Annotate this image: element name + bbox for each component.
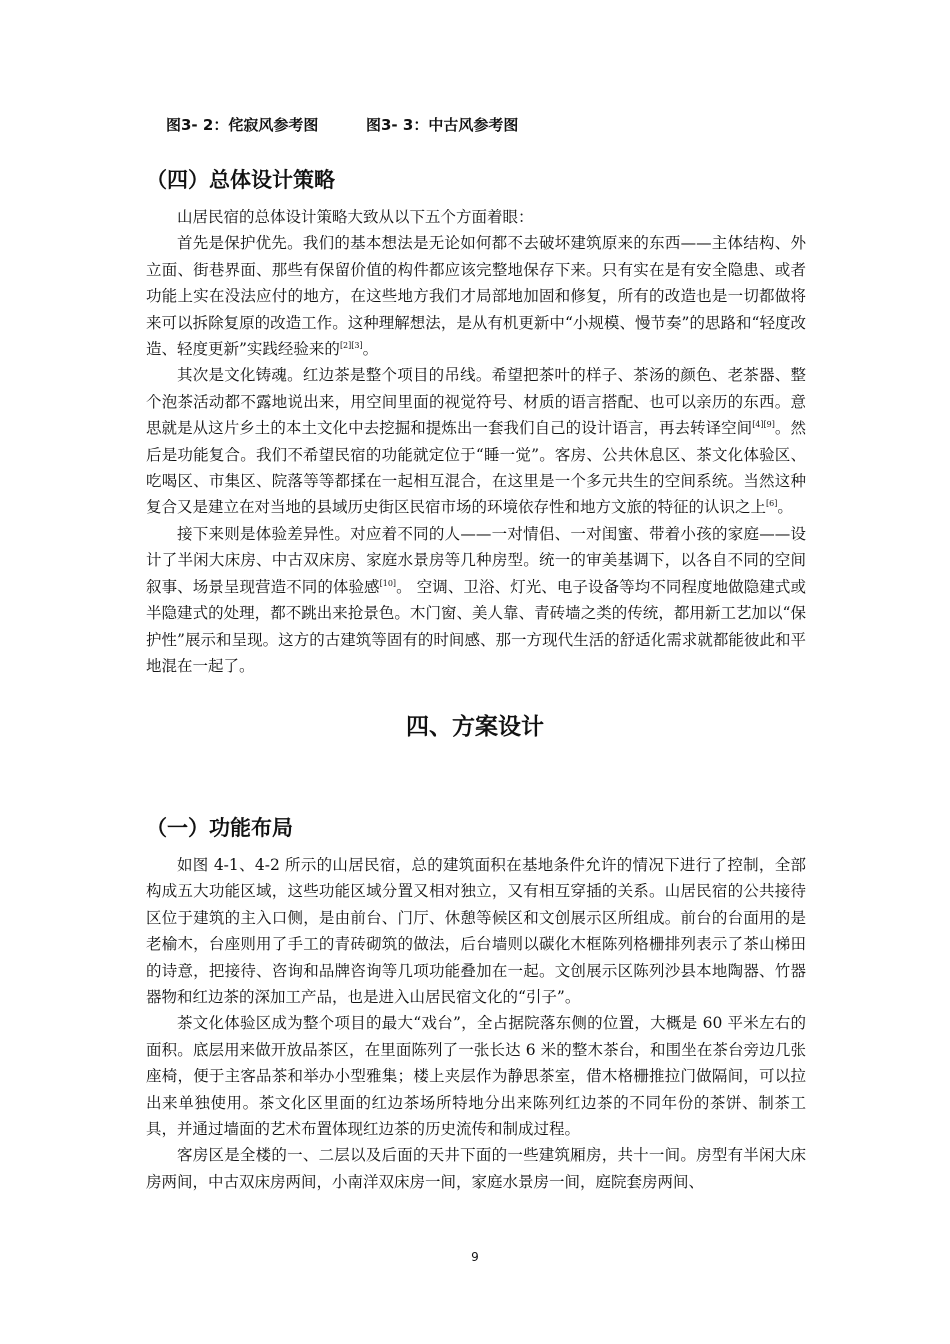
- paragraph: 山居民宿的总体设计策略大致从以下五个方面着眼：: [177, 208, 534, 226]
- page-number: 9: [471, 1250, 479, 1264]
- citation: [10]: [379, 578, 397, 588]
- paragraph-text: 其次是文化铸魂。红边茶是整个项目的吊线。希望把茶叶的样子、茶汤的颜色、老茶器、整个泡茶活动都不露地说出来，用空间里面的视觉符号、材质的语言搭配、也可以亲历的东西。意思就是从这片乡土的本土文化中去挖掘和提炼出一套我们自己的设计语言，再去转译空间: [146, 366, 806, 438]
- figure-caption-3-3: 图3- 3：中古风参考图: [366, 116, 519, 134]
- paragraph: [146, 230, 806, 362]
- paragraph-text: 。: [362, 340, 379, 359]
- paragraph: [146, 362, 806, 520]
- paragraph-text: 首先是保护优先。我们的基本想法是无论如何都不去破坏建筑原来的东西——主体结构、外立面、街巷界面、那些有保留价值的构件都应该完整地保存下来。只有实在是有安全隐患、或者功能上实在没法应付的地方，在这些地方我们才局部地加固和修复，所有的改造也是一切都做将来可以拆除复原的改造工作。这种理解想法，是从有机更新中“小规模、慢节奏”的思路和“轻度改造、轻度更新”实践经验来的: [146, 234, 806, 359]
- chapter-heading: 四、方案设计: [406, 714, 544, 740]
- paragraph-text: 。 空调、卫浴、灯光、电子设备等均不同程度地做隐建式或半隐建式的处理，都不跳出来抢景色。木门窗、美人靠、青砖墙之类的传统，都用新工艺加以“保护性”展示和呈现。这方的古建筑等固有的时间感、那一方现代生活的舒适化需求就都能彼此和平地混在一起了。: [146, 577, 806, 675]
- strategy-body: [146, 204, 806, 679]
- figure-caption-3-2: 图3- 2：侘寂风参考图: [166, 116, 319, 134]
- citation: [4][9]: [752, 420, 775, 430]
- citation: [6]: [766, 499, 778, 509]
- paragraph: [146, 521, 806, 679]
- paragraph: 茶文化体验区成为整个项目的最大“戏台”，全占据院落东侧的位置，大概是 60 平米左右的面积。底层用来做开放品茶区，在里面陈列了一张长达 6 米的整木茶台，和围坐在茶台旁边几张座椅，便于主客品茶和举办小型雅集；楼上夹层作为静思茶室，借木格栅推拉门做隔间，可以拉出来单独使用。茶文化区里面的红边茶场所特地分出来陈列红边茶的不同年份的茶饼、制茶工具，并通过墙面的艺术布置体现红边茶的历史流传和制成过程。: [146, 1014, 806, 1139]
- citation: [2][3]: [339, 340, 363, 350]
- paragraph: 客房区是全楼的一、二层以及后面的天井下面的一些建筑厢房，共十一间。房型有半闲大床房两间，中古双床房两间，小南洋双床房一间，家庭水景房一间，庭院套房两间、: [146, 1146, 806, 1191]
- paragraph-text: 。: [777, 498, 793, 517]
- paragraph-text: 。然后是功能复合。我们不希望民宿的功能就定位于“睡一觉”。客房、公共休息区、茶文化体验区、吃喝区、市集区、院落等等都揉在一起相互混合，在这里是一个多元共生的空间系统。当然这种复合又是建立在对当地的县域历史街区民宿市场的环境依存性和地方文旅的特征的认识之上: [146, 419, 806, 517]
- layout-body: [146, 852, 806, 1195]
- section-heading-design-strategy: （四）总体设计策略: [146, 168, 335, 192]
- paragraph: 如图 4-1、4-2 所示的山居民宿，总的建筑面积在基地条件允许的情况下进行了控制，全部构成五大功能区域，这些功能区域分置又相对独立，又有相互穿插的关系。山居民宿的公共接待区位于建筑的主入口侧，是由前台、门厅、休憩等候区和文创展示区所组成。前台的台面用的是老榆木，台座则用了手工的青砖砌筑的做法，后台墙则以碳化木框陈列格栅排列表示了茶山梯田的诗意，把接待、咨询和品牌咨询等几项功能叠加在一起。文创展示区陈列沙县本地陶器、竹器器物和红边茶的深加工产品，也是进入山居民宿文化的“引子”。: [146, 856, 806, 1007]
- paragraph-text: 接下来则是体验差异性。对应着不同的人——一对情侣、一对闺蜜、带着小孩的家庭——设计了半闲大床房、中古双床房、家庭水景房等几种房型。统一的审美基调下，以各自不同的空间叙事、场景呈现营造不同的体验感: [146, 524, 806, 596]
- section-heading-function-layout: （一）功能布局: [146, 816, 293, 840]
